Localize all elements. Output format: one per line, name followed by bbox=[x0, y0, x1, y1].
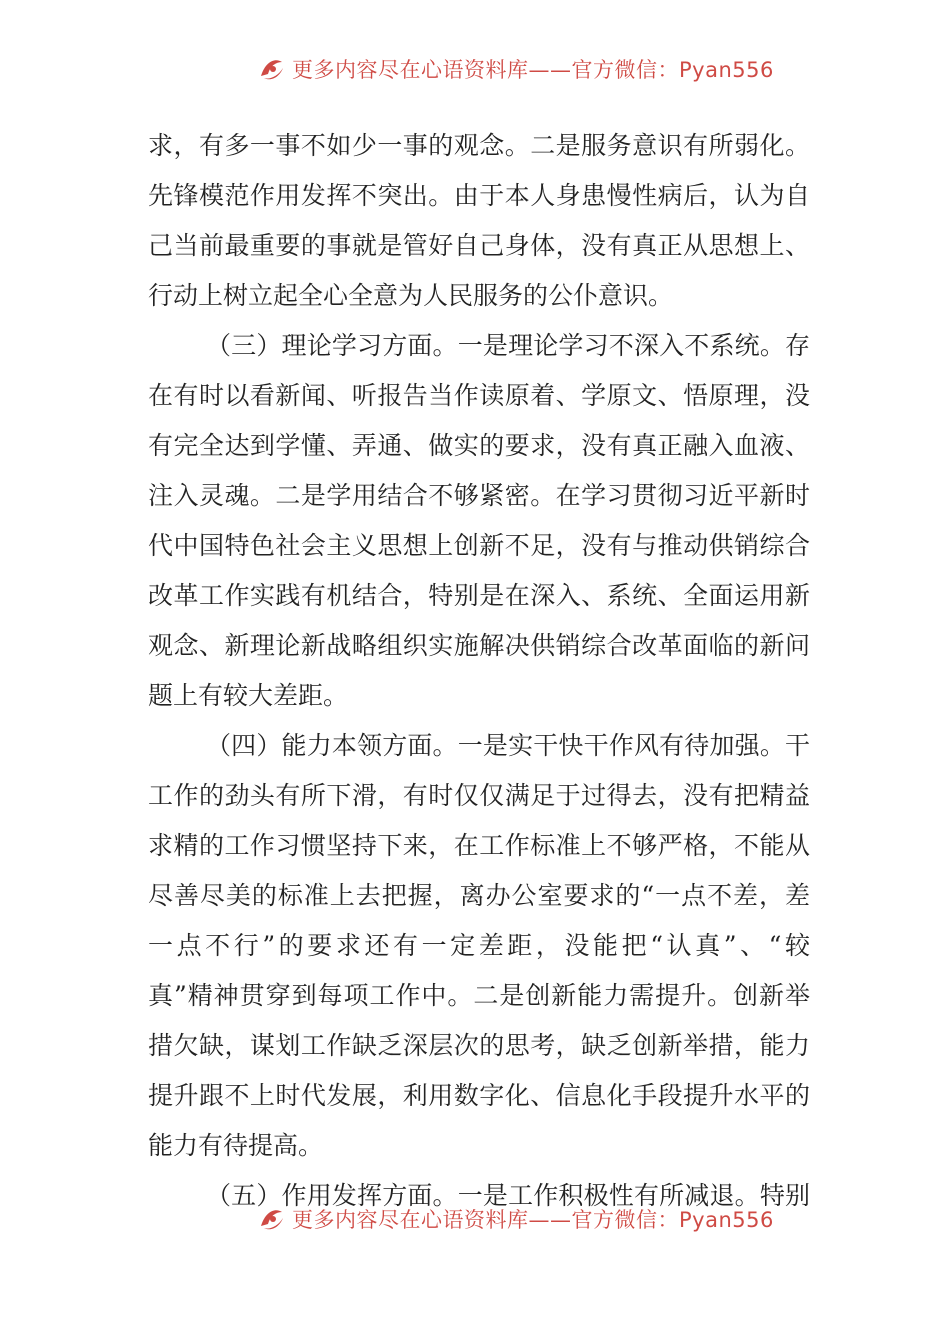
footer-watermark bbox=[258, 1206, 774, 1232]
text-line: 求精的工作习惯坚持下来，在工作标准上不够严格，不能从 bbox=[148, 831, 810, 860]
logo-icon bbox=[258, 56, 286, 82]
text-line: 有完全达到学懂、弄通、做实的要求，没有真正融入血液、 bbox=[148, 431, 810, 460]
text-line: 在有时以看新闻、听报告当作读原着、学原文、悟原理，没 bbox=[148, 381, 810, 410]
document-body bbox=[148, 121, 810, 1221]
text-line: 一点不行”的要求还有一定差距，没能把“认真”、“较 bbox=[148, 931, 810, 960]
text-line: 先锋模范作用发挥不突出。由于本人身患慢性病后，认为自 bbox=[148, 181, 810, 210]
text-line: 己当前最重要的事就是管好自己身体，没有真正从思想上、 bbox=[148, 231, 810, 260]
watermark-text: 更多内容尽在心语资料库——官方微信：Pyan556 bbox=[292, 1208, 774, 1232]
paragraph-start-line: （五）作用发挥方面。一是工作积极性有所减退。特别 bbox=[206, 1181, 810, 1210]
header-watermark bbox=[258, 56, 774, 82]
text-line: 能力有待提高。 bbox=[148, 1131, 324, 1160]
text-line: 真”精神贯穿到每项工作中。二是创新能力需提升。创新举 bbox=[148, 981, 810, 1010]
text-line: 注入灵魂。二是学用结合不够紧密。在学习贯彻习近平新时 bbox=[148, 481, 810, 510]
text-line: 行动上树立起全心全意为人民服务的公仆意识。 bbox=[148, 281, 674, 310]
paragraph-start-line: （四）能力本领方面。一是实干快干作风有待加强。干 bbox=[206, 731, 810, 760]
text-line: 代中国特色社会主义思想上创新不足，没有与推动供销综合 bbox=[148, 531, 810, 560]
paragraph-start-line: （三）理论学习方面。一是理论学习不深入不系统。存 bbox=[206, 331, 810, 360]
logo-icon bbox=[258, 1206, 286, 1232]
text-line: 提升跟不上时代发展，利用数字化、信息化手段提升水平的 bbox=[148, 1081, 810, 1110]
watermark-text: 更多内容尽在心语资料库——官方微信：Pyan556 bbox=[292, 58, 774, 82]
text-line: 观念、新理论新战略组织实施解决供销综合改革面临的新问 bbox=[148, 631, 810, 660]
text-line: 题上有较大差距。 bbox=[148, 681, 349, 710]
text-line: 工作的劲头有所下滑，有时仅仅满足于过得去，没有把精益 bbox=[148, 781, 810, 810]
text-line: 改革工作实践有机结合，特别是在深入、系统、全面运用新 bbox=[148, 581, 810, 610]
text-line: 求，有多一事不如少一事的观念。二是服务意识有所弱化。 bbox=[148, 131, 810, 160]
text-line: 尽善尽美的标准上去把握，离办公室要求的“一点不差，差 bbox=[148, 881, 810, 910]
text-line: 措欠缺，谋划工作缺乏深层次的思考，缺乏创新举措，能力 bbox=[148, 1031, 810, 1060]
